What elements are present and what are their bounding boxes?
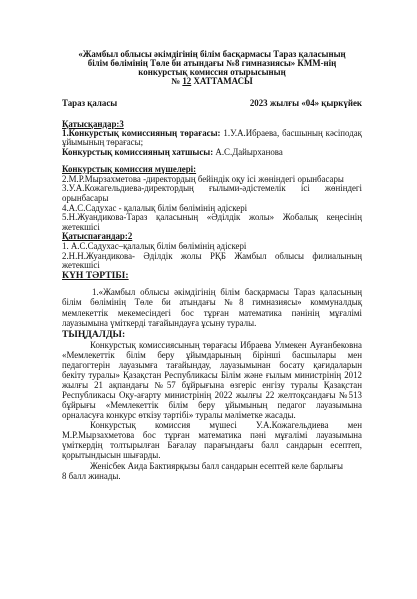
absent-item: 1. А.С.Садухас–қалалық білім бөлімінің әдіскері [62,241,247,252]
absent-item: 2.Н.Н.Жуандикова- Әділдік жолы РҚБ Жамбыл облысы филиалының [62,250,362,261]
chair-text: 1.У.А.Ибраева, басшының кәсіподақ [223,128,362,139]
heard-line: жылғы 21 ақпандағы №57 бұйрығына өзгеріс енгізу туралы Қазақстан [62,380,362,390]
result-paragraph [62,461,362,481]
member-item: 4.А.С.Садухас - қалалық білім бөлімінің әдіскері [62,202,248,213]
member-item: жетекшісі [62,221,100,232]
heard-section [62,329,362,460]
agenda-line: лауазымына үміткерді тағайындауға ұсыну туралы. [62,317,257,328]
protocol-title-word: ХАТТАМАСЫ [193,76,253,86]
member-item: орынбасары [62,192,109,203]
heard-line: Конкурстық комиссия мүшесі У.А.Кожагельдиева мен [90,420,362,430]
number-sign: № [171,76,181,86]
protocol-number: 12 [182,76,192,86]
secretary-name: А.С.Дайырханова [215,146,283,157]
members-section [62,165,362,281]
header-line: конкурстық комиссия отырысының [138,67,286,77]
heard-line: бұйрығы «Мемлекеттік білім беру ұйымының педагог лауазымына [62,400,362,410]
heard-line: үміткердің толтырылған Бағалау парағындағы балл сандарын есептеп, [62,440,362,450]
heard-line: қорытындысын шығарды. [62,450,161,460]
heard-line: педагогтерін лауазымға тағайындау, лауазымынан босату қағидаларын [62,360,362,370]
member-item: 2.М.Р.Мырзахметова -директордың бейіндік оқу ісі жөніндегі орынбасары [62,173,344,184]
header-line: «Жамбыл облысы әкімдігінің білім басқармасы Тараз қаласының [78,49,346,59]
agenda-line: мемлекеттік мекемесіндегі бос тұрған математика пәнінің мұғалімі [62,307,362,318]
heard-line: М.Р.Мырзахметова бос тұрған математика пәні мұғалімі лауазымына [62,430,362,440]
chair-line: ұйымының төрағасы; [62,137,144,148]
members-label: Конкурстық комиссия мүшелері: [62,164,197,174]
heard-line: Конкурстық комиссиясының төрағасы Ибраева Улмекен Ауғанбековна [90,340,362,350]
heard-line: бекіту туралы» Қазақстан Республикасы Білім және ғылым министрінің 2012 [62,370,362,380]
agenda-label: КҮН ТӘРТІБІ: [62,270,129,282]
chair-label: 1.Конкурстық комиссияның төрағасы: [62,128,221,139]
absent-item: жетекшісі [62,260,100,271]
attended-section [62,120,362,157]
result-line: Женісбек Аида Бактиярқызы балл сандарын есептей келе барлығы [90,461,343,471]
place-date-row [62,98,362,108]
place-label: Тараз қаласы [62,98,118,108]
secretary-label: Конкурстық комиссияның хатшысы: [62,146,214,157]
agenda-line: 1.«Жамбыл облысы әкімдігінің білім басқармасы Тараз қаласының [92,287,362,297]
document-header [62,50,362,86]
heard-line: орналасуға конкурс өткізу тәртібі» туралы мәліметке жасады. [62,410,296,420]
date-label: 2023 жылғы «04» қыркүйек [249,98,362,108]
member-item: 3.У.А.Кожагельдиева-директордың ғылыми-әдістемелік ісі жөніндегі [62,183,362,194]
protocol-title [62,77,362,86]
agenda-line: білім бөлімінің Төле би атындағы №8 гимназиясы» коммуналдық [62,297,362,308]
secretary-line [62,148,362,157]
attended-label: Қатысқандар:3 [62,119,124,129]
heard-line: Республикасы Оқу-ағарту министрінің 2022 жылғы 22 желтоқсандағы №513 [62,390,362,400]
result-line: 8 балл жинады. [62,471,121,481]
member-item: 5.Н.Жуандикова-Тараз қаласының «Әділдік жолы» Жобалық кеңесінің [62,212,362,223]
heard-label: ТЫҢДАЛДЫ: [62,329,126,340]
header-line: білім бөлімінің Төле би атындағы №8 гимназиясы» КММ-нің [87,58,337,68]
absent-label: Қатыспағандар:2 [62,231,133,242]
agenda-section [62,287,362,328]
heard-line: «Мемлекеттік білім беру ұйымдарының бірінші басшылары мен [62,350,362,360]
